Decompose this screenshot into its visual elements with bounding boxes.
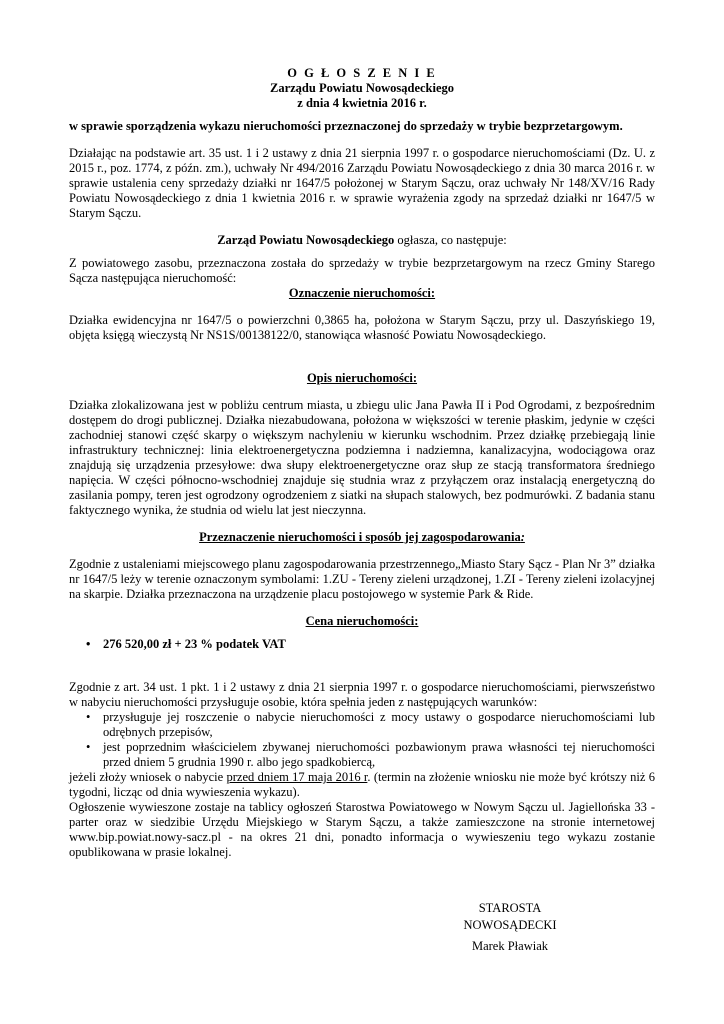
announce-issuer: Zarząd Powiatu Nowosądeckiego (217, 233, 395, 247)
condition-text: przysługuje jej roszczenie o nabycie nieruchomości z mocy ustawy o gospodarce nieruchomościami lub odrębnych przepisów, (103, 710, 655, 739)
deadline-paragraph (69, 770, 655, 800)
document-date: z dnia 4 kwietnia 2016 r. (297, 96, 427, 110)
signature-name: Marek Pławiak (471, 939, 549, 953)
document-subject: w sprawie sporządzenia wykazu nieruchomości przeznaczonej do sprzedaży w trybie bezprzetargowym. (69, 119, 623, 133)
signature-title-2: NOWOSĄDECKI (463, 918, 557, 932)
purpose-heading-colon: : (520, 530, 525, 544)
deadline-post: . (termin na złożenie wniosku nie może być krótszy niż 6 tygodni, licząc od dnia wywieszenia wykazu). (69, 770, 655, 799)
condition-text: jest poprzednim właścicielem zbywanej nieruchomości pozbawionym prawa własności tej nieruchomości przed dniem 5 grudnia 1990 r. albo jego spadkobiercą, (103, 740, 655, 769)
price-heading: Cena nieruchomości: (305, 614, 419, 628)
announcement-document (69, 66, 655, 860)
transfer-paragraph: Z powiatowego zasobu, przeznaczona została do sprzedaży w trybie bezprzetargowym na rzecz Gminy Starego Sącza następująca nieruchomość: (69, 256, 655, 285)
deadline-date: przed dniem 17 maja 2016 r (226, 770, 368, 784)
priority-conditions-list (69, 710, 655, 770)
list-item (69, 710, 655, 740)
price-value: 276 520,00 zł + 23 % podatek VAT (103, 637, 286, 651)
designation-paragraph: Działka ewidencyjna nr 1647/5 o powierzchni 0,3865 ha, położona w Starym Sączu, przy ul. Daszyńskiego 19, objęta księgą wieczystą Nr NS1S/00138122/0, stanowiąca własność Powiatu Nowosądeckiego. (69, 313, 655, 342)
purpose-heading-text: Przeznaczenie nieruchomości i sposób jej zagospodarowania (199, 530, 521, 544)
publication-paragraph: Ogłoszenie wywieszone zostaje na tablicy ogłoszeń Starostwa Powiatowego w Nowym Sączu ul. Jagiellońska 33 - parter oraz w siedzibie Urzędu Miejskiego w Starym Sączu, a także zamieszczone na stronie internetowej www.bip.powiat.nowy-sacz.pl - na okres 21 dni, ponadto informacja o wywieszeniu tego wykazu zostanie opublikowana w prasie lokalnej. (69, 800, 655, 859)
bullet-icon: • (86, 740, 91, 754)
announce-line (69, 233, 655, 248)
price-item (69, 637, 655, 652)
description-heading: Opis nieruchomości: (306, 371, 418, 385)
priority-paragraph: Zgodnie z art. 34 ust. 1 pkt. 1 i 2 ustawy z dnia 21 sierpnia 1997 r. o gospodarce nieruchomościami, pierwszeństwo w nabyciu nieruchomości przysługuje osobie, która spełnia jeden z następujących warunków: (69, 680, 655, 709)
deadline-pre: jeżeli złoży wniosek o nabycie (69, 770, 227, 784)
signature-block (430, 900, 590, 955)
bullet-icon: • (86, 710, 91, 724)
signature-title-1: STAROSTA (478, 901, 542, 915)
bullet-icon: • (86, 637, 91, 651)
announce-rest: ogłasza, co następuje: (394, 233, 507, 247)
document-issuer: Zarządu Powiatu Nowosądeckiego (269, 81, 455, 95)
designation-heading: Oznaczenie nieruchomości: (288, 286, 436, 300)
purpose-paragraph: Zgodnie z ustaleniami miejscowego planu zagospodarowania przestrzennego„Miasto Stary Sącz - Plan Nr 3” działka nr 1647/5 leży w terenie oznaczonym symbolami: 1.ZU - Tereny zieleni urządzonej, 1.ZI - Tereny zieleni izolacyjnej na skarpie. Działka przeznaczona na urządzenie placu postojowego w systemie Park & Ride. (69, 557, 655, 601)
list-item (69, 740, 655, 770)
document-title: O G Ł O S Z E N I E (287, 66, 437, 80)
description-paragraph: Działka zlokalizowana jest w pobliżu centrum miasta, u zbiegu ulic Jana Pawła II i Pod Ogrodami, z bezpośrednim dostępem do drogi publicznej. Działka niezabudowana, położona w większości w terenie płaskim, jedynie w części zachodniej stanowi część skarpy o większym nachyleniu w kierunku wschodnim. Przez działkę przebiegają linie infrastruktury technicznej: linia elektroenergetyczna podziemna i nadziemna, kanalizacyjna, wodociągowa oraz znajdują się urządzenia przesyłowe: dwa słupy elektroenergetyczne oraz słup ze stacją transformatora średniego napięcia. W części północno-wschodniej znajduje się studnia wraz z przyłączem oraz instalacją energetyczną do zasilania pompy, teren jest ogrodzony ogrodzeniem z siatki na słupach stalowych, bez podmurówki. Z badania stanu faktycznego wynika, że studnia od wielu lat jest nieczynna. (69, 398, 655, 517)
purpose-heading (69, 530, 655, 545)
price-list (69, 637, 655, 652)
legal-basis-paragraph: Działając na podstawie art. 35 ust. 1 i 2 ustawy z dnia 21 sierpnia 1997 r. o gospodarce nieruchomościami (Dz. U. z 2015 r., poz. 1774, z późn. zm.), uchwały Nr 494/2016 Zarządu Powiatu Nowosądeckiego z dnia 30 marca 2016 r. w sprawie ustalenia ceny sprzedaży działki nr 1647/5 położonej w Starym Sączu, oraz uchwały Nr 148/XV/16 Rady Powiatu Nowosądeckiego z dnia 1 kwietnia 2016 r. w sprawie wyrażenia zgody na sprzedaż działki nr 1647/5 w Starym Sączu. (69, 146, 655, 220)
